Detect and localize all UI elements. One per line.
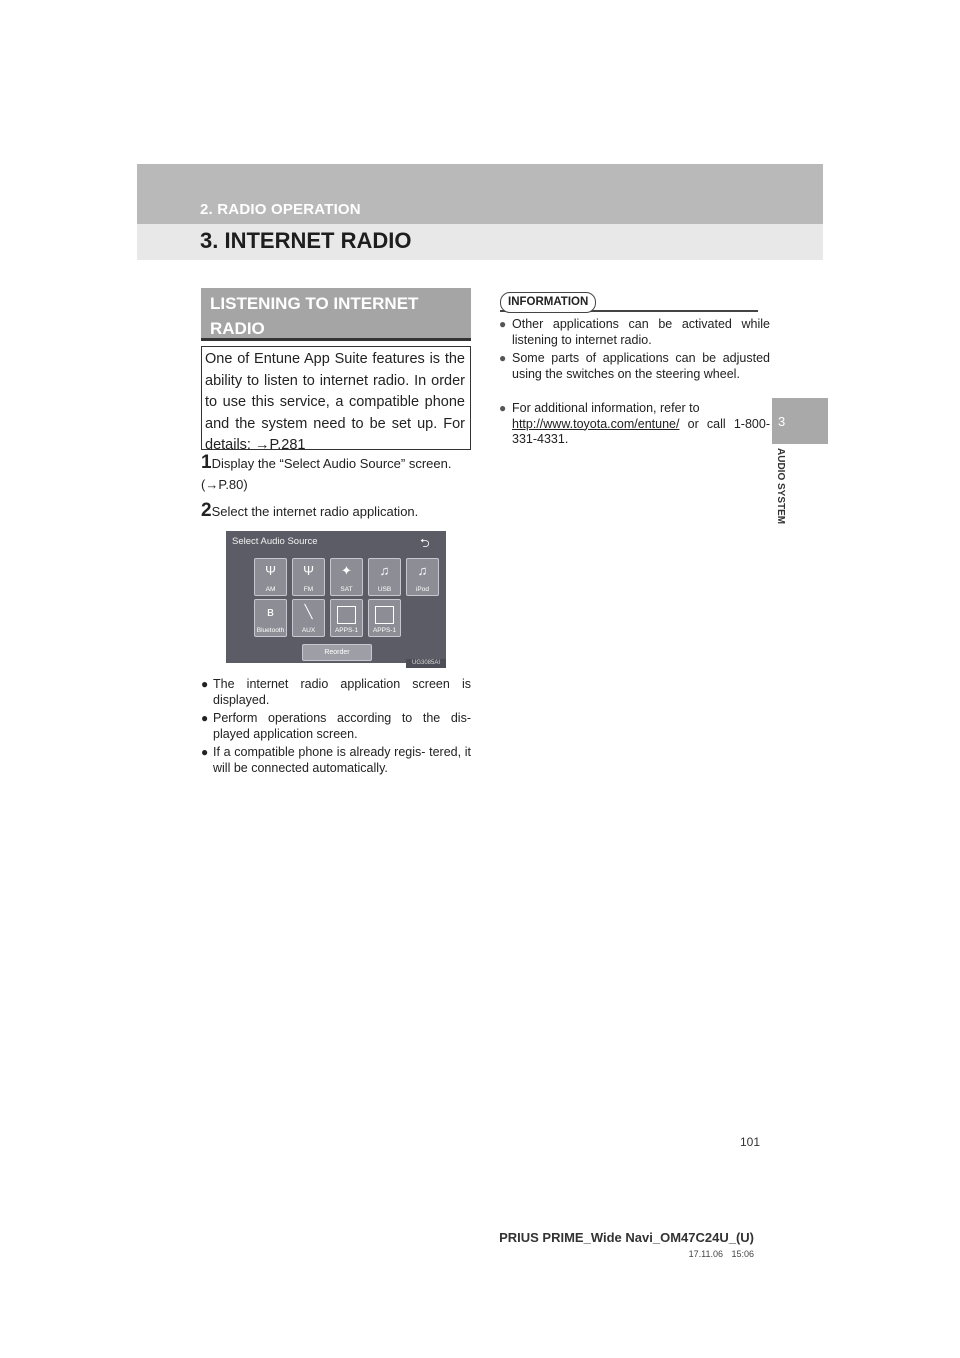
source-tile-ipod[interactable]: [406, 558, 439, 596]
step-number: 1: [201, 452, 212, 473]
bullet-icon: ●: [201, 745, 209, 759]
source-tile-aux[interactable]: [292, 599, 325, 637]
toyota-entune-link[interactable]: http://www.toyota.com/entune/: [512, 416, 680, 431]
list-item: ● The internet radio application screen is displayed.: [201, 677, 471, 707]
bullet-icon: ●: [499, 401, 507, 415]
source-tile-label: FM: [303, 586, 314, 593]
chapter-number: 3: [778, 414, 786, 429]
app-icon: [375, 606, 394, 624]
information-item: ● Other applications can be activated while listening to internet radio.: [499, 317, 770, 347]
source-tile-label: APPS-1: [372, 627, 397, 634]
source-tile-label: AUX: [301, 627, 316, 634]
source-tile-label: Bluetooth: [256, 627, 285, 634]
source-tile-label: iPod: [415, 586, 429, 593]
intro-text: One of Entune App Suite features is the ability to listen to internet radio. In order to use this service, a compatible phone and the system need to be set up. For details: →P.281: [205, 351, 465, 453]
information-tag: INFORMATION: [500, 292, 596, 313]
music-note-icon: ♫: [417, 563, 428, 578]
step-1: [201, 452, 471, 495]
bullet-icon: ●: [201, 711, 209, 725]
print-stamp: 17.11.06 15:06: [688, 1249, 754, 1259]
bullet-icon: ●: [499, 317, 507, 331]
source-tile-label: SAT: [340, 586, 353, 593]
information-item: ● Some parts of applications can be adjusted using the switches on the steering wheel.: [499, 351, 770, 381]
step-text: Display the “Select Audio Source” screen. (→P.80): [201, 456, 452, 492]
source-tile-fm[interactable]: [292, 558, 325, 596]
figure-code: UG3085AI: [406, 659, 446, 668]
page-number: 101: [740, 1135, 761, 1149]
information-item: ● For additional information, refer to http://www.toyota.com/entune/ or call 1-800-331-4331.: [499, 401, 770, 446]
source-tile-am[interactable]: [254, 558, 287, 596]
back-arrow-icon[interactable]: ⮌: [420, 536, 430, 550]
app-icon: [337, 606, 356, 624]
source-tile-bluetooth[interactable]: [254, 599, 287, 637]
antenna-icon: Ψ: [303, 563, 314, 578]
list-item: ● If a compatible phone is already regis- tered, it will be connected automatically.: [201, 745, 471, 775]
satellite-icon: ✦: [341, 563, 352, 578]
chapter-tab: [772, 398, 828, 444]
step-2: [201, 500, 471, 522]
source-tile-sat[interactable]: [330, 558, 363, 596]
bluetooth-icon: ʙ: [267, 604, 274, 619]
antenna-icon: Ψ: [265, 563, 276, 578]
section-title: 2. RADIO OPERATION: [200, 201, 361, 218]
list-item: ● Perform operations according to the dis- played application screen.: [201, 711, 471, 741]
source-tile-label: APPS-1: [334, 627, 359, 634]
screen-title: Select Audio Source: [232, 536, 318, 547]
chapter-label: AUDIO SYSTEM: [775, 448, 786, 525]
source-tile-label: AM: [265, 586, 276, 593]
source-tile-apps-1[interactable]: [330, 599, 363, 637]
source-tile-apps-1[interactable]: [368, 599, 401, 637]
reorder-button[interactable]: Reorder: [302, 644, 372, 661]
document-id: PRIUS PRIME_Wide Navi_OM47C24U_(U): [499, 1230, 754, 1245]
bullet-icon: ●: [499, 351, 507, 365]
music-note-icon: ♫: [379, 563, 390, 578]
bullet-icon: ●: [201, 677, 209, 691]
source-tile-label: USB: [377, 586, 392, 593]
subsection-heading: LISTENING TO INTERNET RADIO: [210, 294, 419, 338]
page-title: 3. INTERNET RADIO: [200, 228, 412, 253]
source-tile-usb[interactable]: [368, 558, 401, 596]
step-number: 2: [201, 500, 212, 521]
aux-plug-icon: ╲: [304, 604, 313, 619]
step-text: Select the internet radio application.: [211, 504, 419, 519]
